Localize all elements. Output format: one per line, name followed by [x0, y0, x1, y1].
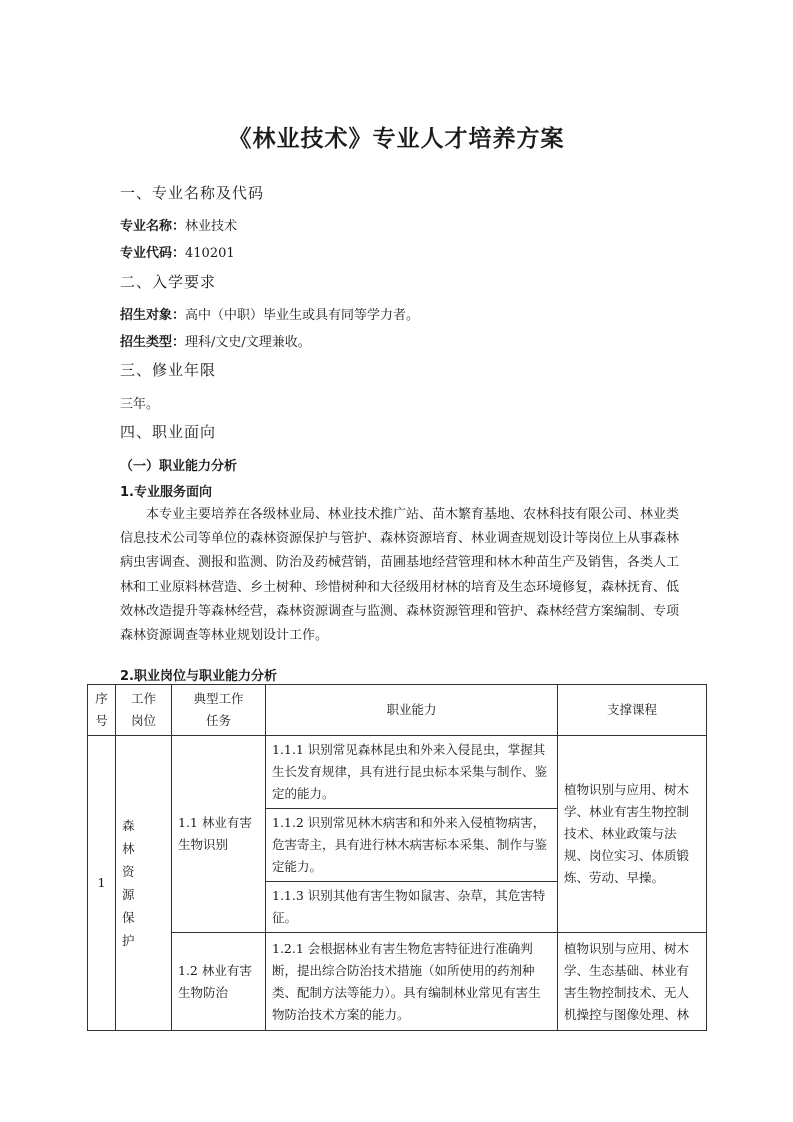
paragraph-line: 信息技术公司等单位的森林资源保护与管护、森林资源培育、林业调查规划设计等岗位上从事森林	[120, 531, 680, 547]
paragraph-line: 林和工业原料林营造、乡土树种、珍惜树种和大径级用材林的培育及生态环境修复，森林抚育、低	[120, 579, 680, 595]
paragraph-line: 本专业主要培养在各级林业局、林业技术推广站、苗木繁育基地、农林科技有限公司、林业类	[146, 507, 680, 522]
major-code-label: 专业代码：	[120, 246, 186, 261]
major-name-label: 专业名称：	[120, 219, 186, 234]
enroll-target-value: 高中（中职）毕业生或具有同等学力者。	[185, 308, 420, 323]
paragraph-line: 森林资源调查等林业规划设计工作。	[120, 628, 329, 644]
subsection-heading-1-1: 1.专业服务面向	[120, 485, 212, 500]
post-line: 森林	[122, 818, 147, 856]
ability-1-2-1: 1.2.1 会根据林业有害生物危害特征进行准确判断，提出综合防治技术措施（如所使用的药剂种类、配制方法等能力）。具有编制林业常见有害生物防治技术方案的能力。	[266, 933, 558, 1031]
ability-1-1-1: 1.1.1 识别常见森林昆虫和外来入侵昆虫，掌握其生长发育规律，具有进行昆虫标本采集与制作、鉴定的能力。	[266, 736, 558, 809]
study-duration-value: 三年。	[120, 397, 160, 412]
paragraph-line: 效林改造提升等森林经营，森林资源调查与监测、森林资源管理和管护、森林经营方案编制、专项	[120, 603, 680, 619]
header-seq: 序 号	[88, 685, 116, 736]
header-ability: 职业能力	[266, 685, 558, 736]
ability-1-1-3: 1.1.3 识别其他有害生物如鼠害、杂草，其危害特征。	[266, 882, 558, 933]
post-line: 资源	[122, 864, 147, 902]
service-orientation-paragraph	[120, 503, 705, 648]
enroll-type-line	[120, 331, 311, 350]
table-row	[88, 933, 707, 1031]
section-heading-4: 四、职业面向	[120, 423, 217, 441]
header-courses: 支撑课程	[558, 685, 707, 736]
header-task: 典型工作 任务	[172, 685, 266, 736]
task-1-1: 1.1 林业有害 生物识别	[172, 736, 266, 933]
section-heading-1: 一、专业名称及代码	[120, 184, 265, 202]
row-post	[116, 736, 172, 1031]
enroll-type-value: 理科/文史/文理兼收。	[185, 335, 311, 350]
header-post: 工作 岗位	[116, 685, 172, 736]
subsection-heading-1-2: 2.职业岗位与职业能力分析	[120, 669, 277, 684]
section-heading-3: 三、修业年限	[120, 361, 217, 379]
document-title: 《林业技术》专业人才培养方案	[228, 125, 565, 152]
section-heading-2: 二、入学要求	[120, 273, 217, 291]
major-name-value: 林业技术	[185, 219, 238, 234]
job-ability-table	[87, 684, 707, 1031]
row-seq: 1	[88, 736, 116, 1031]
enroll-type-label: 招生类型：	[120, 335, 186, 350]
subsection-heading-1: （一）职业能力分析	[120, 459, 238, 474]
major-code-line	[120, 242, 235, 261]
major-code-value: 410201	[185, 246, 235, 261]
table-row	[88, 736, 707, 809]
ability-1-1-2: 1.1.2 识别常见林木病害和和外来入侵植物病害，危害寄主，具有进行林木病害标本采集、制作与鉴定能力。	[266, 809, 558, 882]
enroll-target-label: 招生对象：	[120, 308, 186, 323]
post-line: 保护	[122, 910, 147, 948]
enroll-target-line	[120, 304, 419, 323]
task-1-2: 1.2 林业有害 生物防治	[172, 933, 266, 1031]
courses-1-1: 植物识别与应用、树木学、林业有害生物控制技术、林业政策与法规、岗位实习、体质锻炼、劳动、早操。	[558, 736, 707, 933]
paragraph-line: 病虫害调查、测报和监测、防治及药械营销，苗圃基地经营管理和林木种苗生产及销售，各类人工	[120, 555, 680, 571]
table-header-row	[88, 685, 707, 736]
major-name-line	[120, 215, 237, 234]
courses-1-2: 植物识别与应用、树木学、生态基础、林业有害生物控制技术、无人机操控与图像处理、林	[558, 933, 707, 1031]
